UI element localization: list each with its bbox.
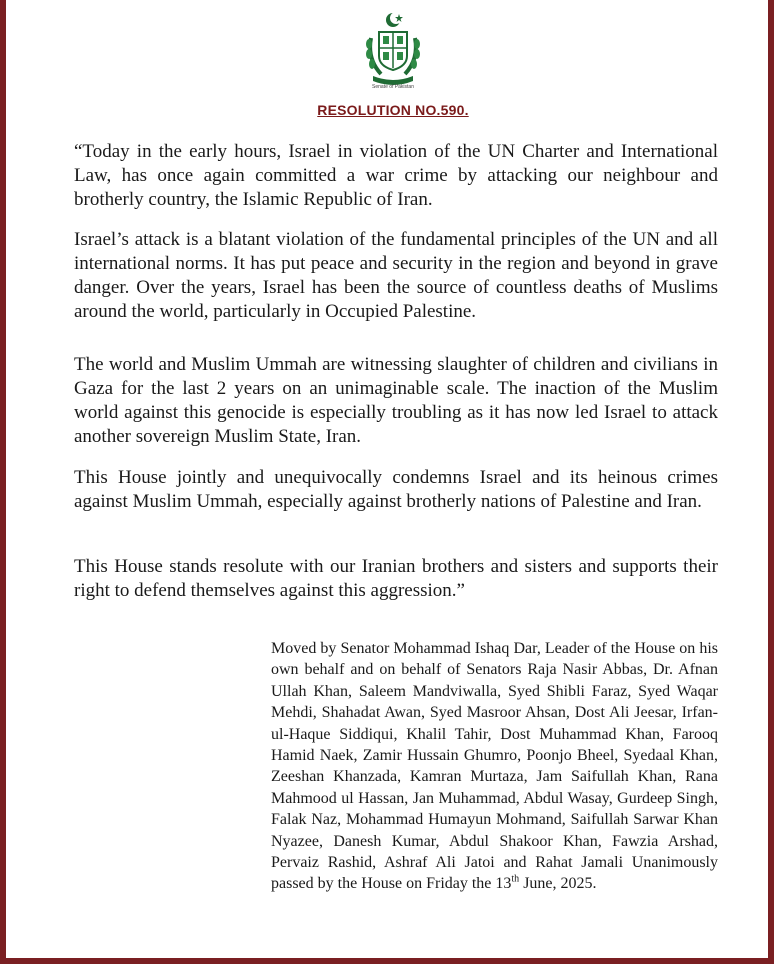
date-ordinal-suffix: th bbox=[511, 874, 520, 886]
state-emblem-icon bbox=[347, 4, 439, 96]
paragraph-3: The world and Muslim Ummah are witnessing slaughter of children and civilians in Gaza for the last 2 years on an unimaginable scale. The inaction of the Muslim world against this genocide is especially troubling as it has now led Israel to attack another sovereign Muslim State, Iran. bbox=[74, 354, 718, 447]
paragraph-5: This House stands resolute with our Iranian brothers and sisters and supports their right to defend themselves against this aggression.” bbox=[74, 556, 718, 601]
paragraph-1: “Today in the early hours, Israel in violation of the UN Charter and International Law, has once again committed a war crime by attacking our neighbour and brotherly country, the Islamic Republic of Iran. bbox=[74, 141, 718, 210]
emblem-caption: Senate of Pakistan bbox=[372, 84, 414, 90]
resolution-title-row bbox=[6, 102, 774, 120]
mover-date-tail: June, 2025. bbox=[519, 875, 597, 893]
mover-statement bbox=[271, 638, 718, 895]
paragraph-2: Israel’s attack is a blatant violation of the fundamental principles of the UN and all international norms. It has put peace and security in the region and beyond in grave danger. Over the years, Israel has been the source of countless deaths of Muslims around the world, particularly in Occupied Palestine. bbox=[74, 229, 718, 322]
paragraph-4: This House jointly and unequivocally condemns Israel and its heinous crimes against Muslim Ummah, especially against brotherly nations of Palestine and Iran. bbox=[74, 467, 718, 512]
resolution-title: RESOLUTION NO.590. bbox=[317, 102, 469, 118]
mover-text: Moved by Senator Mohammad Ishaq Dar, Leader of the House on his own behalf and on behalf of Senators Raja Nasir Abbas, Dr. Afnan Ullah Khan, Saleem Mandviwalla, Syed Shibli Faraz, Syed Waqar Mehdi, Shahadat Awan, Syed Masroor Ahsan, Dost Ali Jeesar, Irfan-ul-Haque Siddiqui, Khalil Tahir, Dost Muhammad Khan, Farooq Hamid Naek, Zamir Hussain Ghumro, Poonjo Bheel, Syedaal Khan, Zeeshan Khanzada, Kamran Murtaza, Jam Saifullah Khan, Rana Mahmood ul Hassan, Jan Muhammad, Abdul Wasay, Gurdeep Singh, Falak Naz, Mohammad Humayun Mohmand, Saifullah Sarwar Khan Nyazee, Danesh Kumar, Abdul Shakoor Khan, Fawzia Arshad, Pervaiz Rashid, Ashraf Ali Jatoi and Rahat Jamali Unanimously passed by the House on Friday the 13 bbox=[271, 640, 718, 893]
